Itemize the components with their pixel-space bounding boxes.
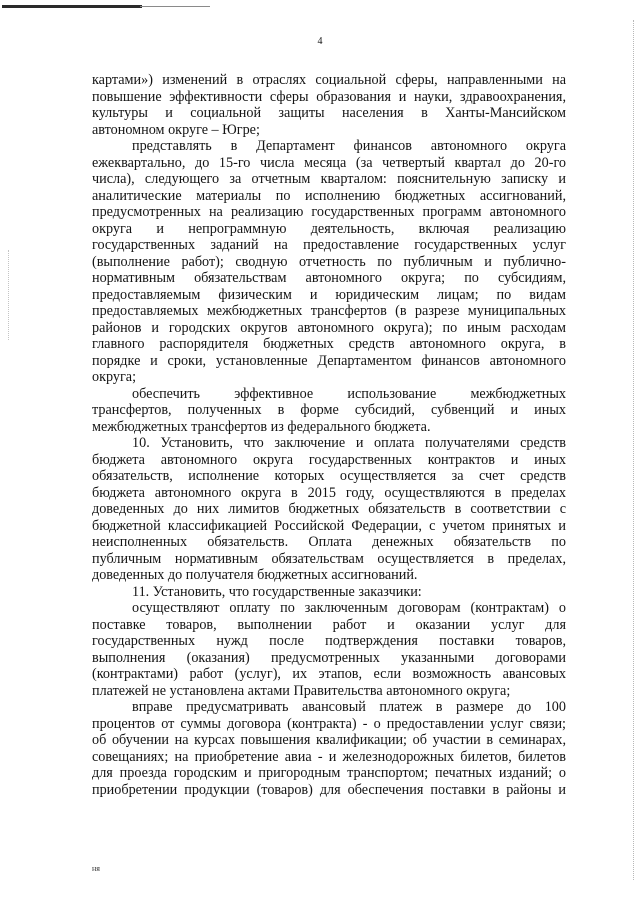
text-line: порядке и сроки, установленные Департаментом финансов автономного <box>92 352 566 369</box>
text-line: об обучении на курсах повышения квалификации; об участии в семинарах, <box>92 732 566 748</box>
text-line: аналитические материалы по исполнению бюджетных ассигнований, <box>92 187 566 204</box>
text-line: для проезда городским и пригородным транспортом; печатных изданий; о <box>92 765 566 781</box>
text-line: 11. Установить, что государственные заказчики: <box>132 583 422 600</box>
text-line: числа), следующего за отчетным кварталом: пояснительную записку и <box>92 171 566 187</box>
text-line: обеспечить эффективное использование межбюджетных <box>132 385 566 402</box>
text-line: поставке товаров, выполнении работ и оказании услуг для <box>92 616 566 633</box>
paragraph-item-10 <box>92 435 566 584</box>
text-line: районов и городских округов автономного округа); по иным расходам <box>92 319 566 336</box>
paragraph-reporting <box>92 138 566 386</box>
text-line: выполнения (оказания) предусмотренных указанными договорами <box>92 649 566 666</box>
top-edge-rule <box>2 5 142 8</box>
page-number: 4 <box>317 36 323 47</box>
footer-mark: ня <box>92 864 100 873</box>
text-line: осуществляют оплату по заключенным договорам (контрактам) о <box>132 600 566 616</box>
text-line: публичным нормативным обязательствам осуществляется в пределах, <box>92 550 566 567</box>
text-line: нормативным обязательствам автономного округа; по субсидиям, <box>92 270 566 286</box>
text-line: представлять в Департамент финансов автономного округа <box>132 138 566 154</box>
scan-edge-left <box>8 250 10 340</box>
text-line: вправе предусматривать авансовый платеж в размере до 100 <box>132 699 566 715</box>
text-line: округа и непрограммную деятельность, включая реализацию <box>92 220 566 237</box>
text-line: ежеквартально, до 15-го числа месяца (за четвертый квартал до 20-го <box>92 154 566 171</box>
text-line: доведенных до них лимитов бюджетных обязательств в соответствии с <box>92 501 566 517</box>
text-line: приобретении продукции (товаров) для обеспечения поставки в районы и <box>92 781 566 798</box>
top-edge-rule-thin <box>140 6 210 7</box>
text-line: (контрактами) работ (услуг), их этапов, если возможность авансовых <box>92 666 566 682</box>
text-line: картами») изменений в отраслях социальной сферы, направленными на <box>92 72 566 88</box>
paragraph-advance-payment <box>92 699 566 798</box>
text-line: государственных нужд после подтверждения поставки товаров, <box>92 633 566 649</box>
text-line: доведенных до получателя бюджетных ассигнований. <box>92 567 418 583</box>
text-line: трансфертов, полученных в форме субсидий, субвенций и иных <box>92 402 566 418</box>
paragraph-interbudget-transfers <box>92 386 566 436</box>
text-line: межбюджетных трансфертов из федерального бюджета. <box>92 418 431 435</box>
text-line: 10. Установить, что заключение и оплата получателями средств <box>132 435 566 451</box>
text-line: бюджетной классификацией Российской Федерации, с учетом принятых и <box>92 517 566 534</box>
paragraph-payment-contracts <box>92 600 566 699</box>
text-line: бюджета автономного округа государственных контрактов и иных <box>92 451 566 468</box>
text-line: повышение эффективности сферы образования и науки, здравоохранения, <box>92 88 566 105</box>
scan-edge-right <box>632 20 634 880</box>
text-line: предусмотренных на реализацию государственных программ автономного <box>92 204 566 220</box>
text-line: культуры и социальной защиты населения в Ханты-Мансийском <box>92 105 566 121</box>
document-body <box>92 72 566 798</box>
text-line: обязательств, исполнение которых осуществляется за счет средств <box>92 468 566 484</box>
text-line: процентов от суммы договора (контракта) - о предоставлении услуг связи; <box>92 715 566 732</box>
text-line: неисполненных обязательств. Оплата денежных обязательств по <box>92 534 566 550</box>
text-line: главного распорядителя бюджетных средств автономного округа, в <box>92 336 566 352</box>
paragraph-item-11 <box>92 584 566 601</box>
text-line: (выполнение работ); сводную отчетность по публичным и публично- <box>92 253 566 270</box>
text-line: предоставляемых межбюджетных трансфертов (в разрезе муниципальных <box>92 303 566 319</box>
text-line: государственных заданий на предоставление государственных услуг <box>92 237 566 253</box>
text-line: платежей не установлена актами Правительства автономного округа; <box>92 682 511 699</box>
text-line: округа; <box>92 369 137 385</box>
text-line: автономном округе – Югре; <box>92 121 260 138</box>
paragraph-social-sphere <box>92 72 566 138</box>
text-line: предоставляемым физическим и юридическим лицам; по видам <box>92 286 566 303</box>
text-line: бюджета автономного округа в 2015 году, осуществляются в пределах <box>92 484 566 501</box>
text-line: совещаниях; на приобретение авиа - и железнодорожных билетов, билетов <box>92 748 566 765</box>
